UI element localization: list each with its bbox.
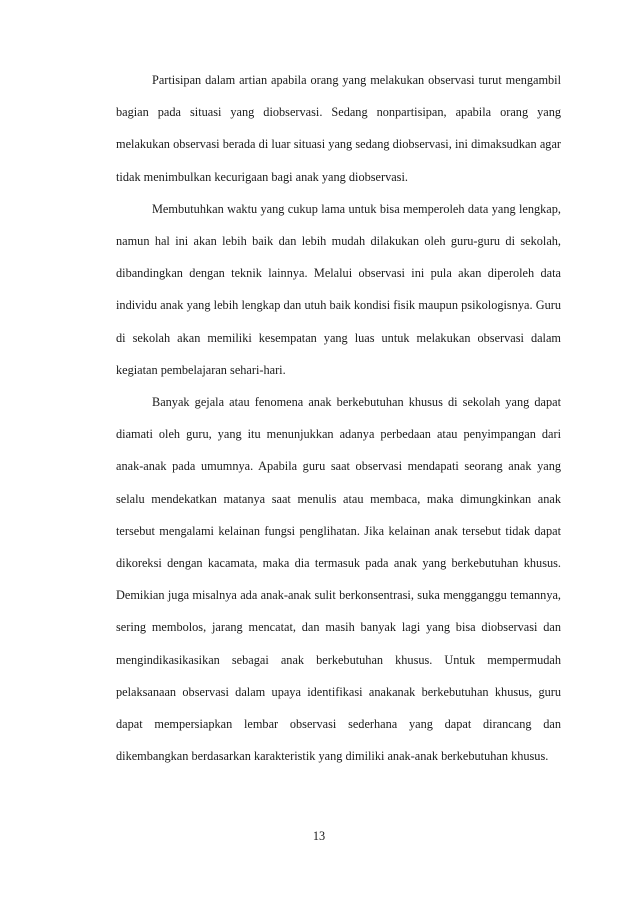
- body-text: [116, 64, 561, 772]
- paragraph-partisipan: Partisipan dalam artian apabila orang yang melakukan observasi turut mengambil bagian pada situasi yang diobservasi. Sedang nonpartisipan, apabila orang yang melakukan observasi berada di luar situasi yang sedang diobservasi, ini dimaksudkan agar tidak menimbulkan kecurigaan bagi anak yang diobservasi.: [116, 73, 561, 184]
- page-number: 13: [312, 829, 326, 843]
- paragraph-gejala-abk: Banyak gejala atau fenomena anak berkebutuhan khusus di sekolah yang dapat diamati oleh guru, yang itu menunjukkan adanya perbedaan atau penyimpangan dari anak-anak pada umumnya. Apabila guru saat observasi mendapati seorang anak yang selalu mendekatkan matanya saat menulis atau membaca, maka dimungkinkan anak tersebut mengalami kelainan fungsi penglihatan. Jika kelainan anak tersebut tidak dapat dikoreksi dengan kacamata, maka dia termasuk pada anak yang berkebutuhan khusus. Demikian juga misalnya ada anak-anak sulit berkonsentrasi, suka mengganggu temannya, sering membolos, jarang mencatat, dan masih banyak lagi yang bisa diobservasi dan mengindikasikasikan sebagai anak berkebutuhan khusus. Untuk mempermudah pelaksanaan observasi dalam upaya identifikasi anakanak berkebutuhan khusus, guru dapat mempersiapkan lembar observasi sederhana yang dapat dirancang dan dikembangkan berdasarkan karakteristik yang dimiliki anak-anak berkebutuhan khusus.: [116, 395, 561, 764]
- paragraph-waktu-observasi: Membutuhkan waktu yang cukup lama untuk bisa memperoleh data yang lengkap, namun hal ini akan lebih baik dan lebih mudah dilakukan oleh guru-guru di sekolah, dibandingkan dengan teknik lainnya. Melalui observasi ini pula akan diperoleh data individu anak yang lebih lengkap dan utuh baik kondisi fisik maupun psikologisnya. Guru di sekolah akan memiliki kesempatan yang luas untuk melakukan observasi dalam kegiatan pembelajaran sehari-hari.: [116, 201, 561, 377]
